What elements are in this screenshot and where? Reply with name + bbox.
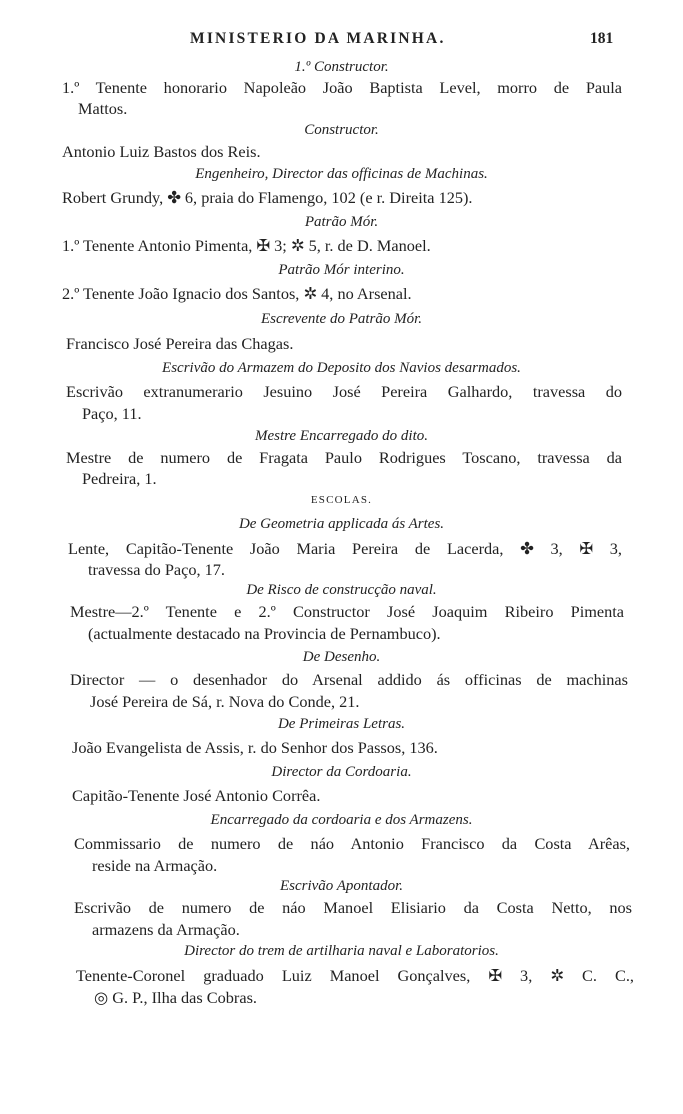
entry-line: Capitão-Tenente José Antonio Corrêa. [72, 786, 321, 805]
entry-line: Tenente-Coronel graduado Luiz Manoel Gonçalves, ✠ 3, ✲ C. C., [76, 966, 634, 985]
section-heading: De Geometria applicada ás Artes. [238, 516, 445, 532]
entry-line: Escrivão de numero de náo Manoel Elisiario da Costa Netto, nos [74, 898, 632, 917]
section-heading: Mestre Encarregado do dito. [254, 428, 429, 444]
entry-line: 1.º Tenente Antonio Pimenta, ✠ 3; ✲ 5, r. de D. Manoel. [62, 236, 431, 255]
entry-line: Mestre de numero de Fragata Paulo Rodrigues Toscano, travessa da [66, 448, 622, 467]
section-heading: Escrivão do Armazem do Deposito dos Navios desarmados. [162, 360, 521, 376]
section-heading: Escrevente do Patrão Mór. [260, 311, 423, 327]
entry-line: Antonio Luiz Bastos dos Reis. [62, 142, 261, 161]
entry-line: Escrivão extranumerario Jesuino José Pereira Galhardo, travessa do [66, 382, 622, 401]
section-heading: Escrivão Apontador. [279, 878, 404, 894]
section-heading: Director da Cordoaria. [271, 764, 412, 780]
entry-continuation: Mattos. [78, 99, 128, 118]
entry-continuation: José Pereira de Sá, r. Nova do Conde, 21. [90, 692, 360, 711]
section-heading: Constructor. [304, 122, 379, 138]
page-number: 181 [590, 30, 614, 47]
entry-line: Mestre—2.º Tenente e 2.º Constructor José Joaquim Ribeiro Pimenta [70, 602, 624, 621]
running-header [0, 30, 683, 52]
section-heading: De Risco de construcção naval. [246, 582, 437, 598]
entry-line: João Evangelista de Assis, r. do Senhor dos Passos, 136. [72, 738, 438, 757]
section-heading: 1.º Constructor. [294, 59, 389, 75]
section-heading: Engenheiro, Director das officinas de Machinas. [195, 166, 488, 182]
entry-continuation: Paço, 11. [82, 404, 142, 423]
schools-heading: ESCOLAS. [310, 494, 373, 506]
entry-line: Robert Grundy, ✤ 6, praia do Flamengo, 102 (e r. Direita 125). [62, 188, 473, 207]
section-heading: Director do trem de artilharia naval e Laboratorios. [184, 943, 499, 959]
entry-line: Director — o desenhador do Arsenal addido ás officinas de machinas [70, 670, 628, 689]
entry-continuation: travessa do Paço, 17. [88, 560, 225, 579]
entry-continuation: (actualmente destacado na Provincia de Pernambuco). [88, 624, 441, 643]
entry-line: 1.º Tenente honorario Napoleão João Baptista Level, morro de Paula [62, 78, 622, 97]
header-title: MINISTERIO DA MARINHA. [190, 30, 446, 47]
entry-line: 2.º Tenente João Ignacio dos Santos, ✲ 4, no Arsenal. [62, 284, 412, 303]
entry-line: Lente, Capitão-Tenente João Maria Pereira de Lacerda, ✤ 3, ✠ 3, [68, 539, 622, 558]
entry-continuation: armazens da Armação. [92, 920, 240, 939]
entry-continuation: ◎ G. P., Ilha das Cobras. [94, 988, 257, 1007]
entry-line: Francisco José Pereira das Chagas. [66, 334, 294, 353]
section-heading: De Primeiras Letras. [277, 716, 406, 732]
entry-continuation: reside na Armação. [92, 856, 218, 875]
section-heading: Patrão Mór interino. [278, 262, 405, 278]
section-heading: Encarregado da cordoaria e dos Armazens. [210, 812, 473, 828]
section-heading: Patrão Mór. [304, 214, 379, 230]
section-heading: De Desenho. [302, 649, 381, 665]
entry-continuation: Pedreira, 1. [82, 469, 157, 488]
entry-line: Commissario de numero de náo Antonio Francisco da Costa Arêas, [74, 834, 630, 853]
